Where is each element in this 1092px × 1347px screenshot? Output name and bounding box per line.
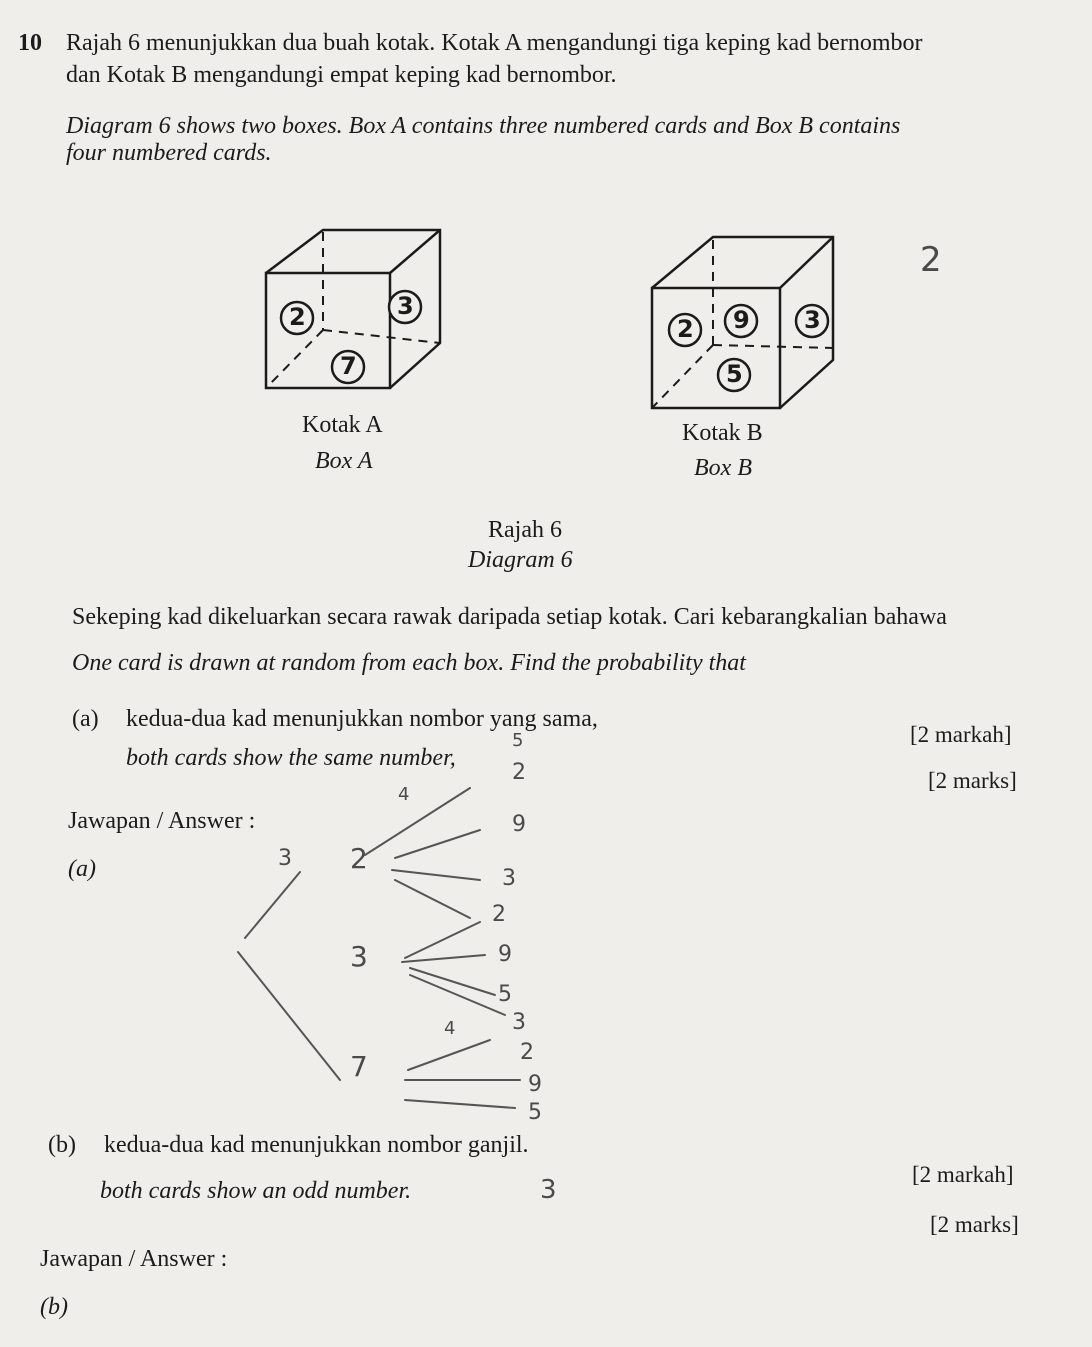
box-a-label-ms: Kotak A xyxy=(302,412,383,438)
handwritten-tree-diagram xyxy=(238,788,520,1108)
tree-b1-2: 2 xyxy=(512,760,526,785)
tree-b3-9: 9 xyxy=(528,1072,542,1097)
box-a-card-1: 2 xyxy=(289,303,306,331)
instruction-en: One card is drawn at random from each box. Find the probability that xyxy=(72,650,746,676)
box-b-card-1: 2 xyxy=(677,315,694,343)
box-a-label-en: Box A xyxy=(315,448,373,474)
question-number: 10 xyxy=(18,30,42,56)
part-a-label: (a) xyxy=(72,706,99,732)
prob-numerator-1: 5 xyxy=(512,730,524,751)
tree-b2-3: 3 xyxy=(512,1010,526,1035)
intro-ms-line-2: dan Kotak B mengandungi empat keping kad bernombor. xyxy=(66,62,617,88)
diagram-caption-en: Diagram 6 xyxy=(468,547,573,573)
tree-first-3: 3 xyxy=(350,940,368,973)
box-a-card-2: 3 xyxy=(397,292,414,320)
tree-b1-9: 9 xyxy=(512,812,526,837)
part-b-answer-sub: (b) xyxy=(40,1294,68,1320)
part-b-answer-label: Jawapan / Answer : xyxy=(40,1246,228,1272)
tree-b2-2: 2 xyxy=(492,902,506,927)
part-a-answer-sub: (a) xyxy=(68,856,96,882)
margin-score-mark: 2 xyxy=(920,240,942,280)
part-a-marks-en: [2 marks] xyxy=(928,768,1017,793)
tree-b2-9: 9 xyxy=(498,942,512,967)
prob-numerator-2: 4 xyxy=(398,784,410,805)
part-b-text-ms: kedua-dua kad menunjukkan nombor ganjil. xyxy=(104,1132,529,1158)
intro-ms-line-1: Rajah 6 menunjukkan dua buah kotak. Kotak A mengandungi tiga keping kad bernombor xyxy=(66,30,923,56)
part-a-text-ms: kedua-dua kad menunjukkan nombor yang sama, xyxy=(126,706,598,732)
part-a-marks-ms: [2 markah] xyxy=(910,722,1012,747)
tree-first-7: 7 xyxy=(350,1050,368,1083)
tree-b1-3: 3 xyxy=(502,866,516,891)
tree-b2-5: 5 xyxy=(498,982,512,1007)
prob-numerator-3: 3 xyxy=(278,846,292,871)
diagram-caption-ms: Rajah 6 xyxy=(488,517,562,543)
part-a-answer-label: Jawapan / Answer : xyxy=(68,808,256,834)
part-b-text-en: both cards show an odd number. xyxy=(100,1178,412,1204)
box-b-label-en: Box B xyxy=(694,455,752,481)
part-b-marks-en: [2 marks] xyxy=(930,1212,1019,1237)
part-b-handwritten-mark: 3 xyxy=(540,1175,557,1205)
part-b-label: (b) xyxy=(48,1132,76,1158)
instruction-ms: Sekeping kad dikeluarkan secara rawak daripada setiap kotak. Cari kebarangkalian bahawa xyxy=(72,604,947,630)
part-b-marks-ms: [2 markah] xyxy=(912,1162,1014,1187)
box-b-card-3: 3 xyxy=(804,306,821,334)
box-b-card-4: 5 xyxy=(726,360,743,388)
box-a-card-3: 7 xyxy=(340,352,357,380)
box-b-label-ms: Kotak B xyxy=(682,420,763,446)
part-a-text-en: both cards show the same number, xyxy=(126,745,456,771)
prob-numerator-4: 4 xyxy=(444,1018,456,1039)
intro-en-line-2: four numbered cards. xyxy=(66,140,272,166)
tree-b3-2: 2 xyxy=(520,1040,534,1065)
tree-first-2: 2 xyxy=(350,842,368,875)
tree-b3-5: 5 xyxy=(528,1100,542,1125)
box-b-card-2: 9 xyxy=(733,306,750,334)
intro-en-line-1: Diagram 6 shows two boxes. Box A contains three numbered cards and Box B contains xyxy=(66,113,901,139)
